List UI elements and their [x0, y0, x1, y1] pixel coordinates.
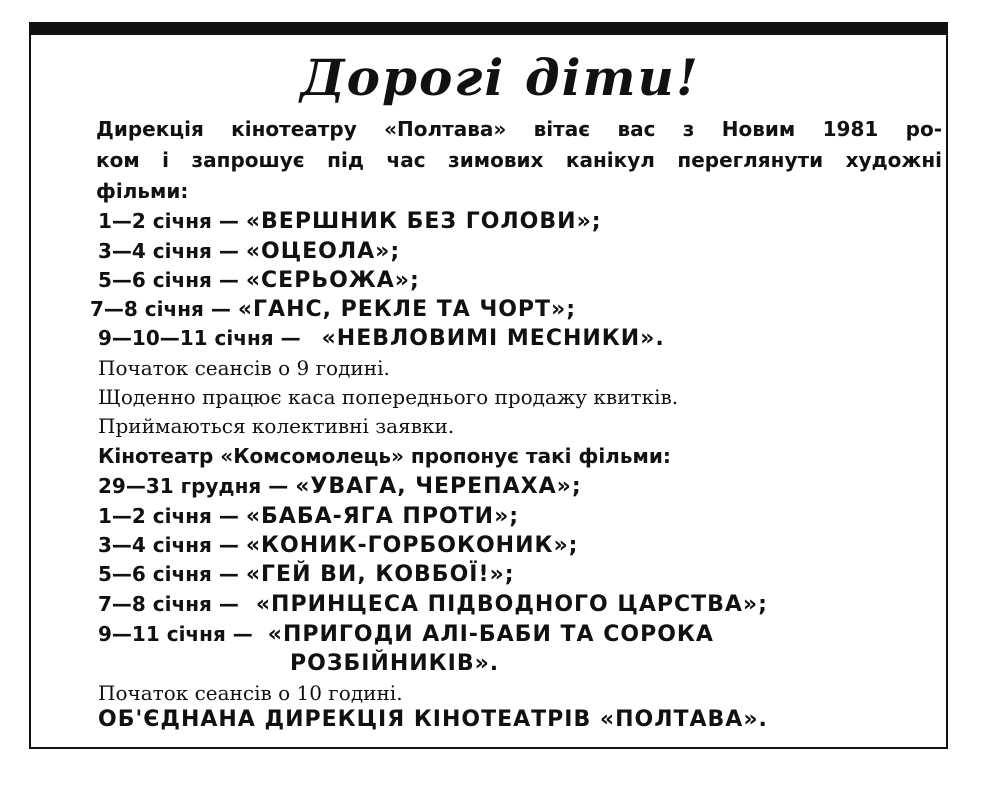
- film-title: РОЗБІЙНИКІВ».: [290, 651, 500, 676]
- schedule-date: 7—8 січня —: [98, 592, 239, 616]
- film-title: «ПРИНЦЕСА ПІДВОДНОГО ЦАРСТВА»;: [255, 592, 768, 617]
- intro-line-2: ком і запрошує під час зимових канікул переглянути художні: [96, 148, 942, 172]
- notice-heading: Дорогі діти!: [300, 48, 700, 107]
- group-orders-note: Приймаються колективні заявки.: [98, 414, 455, 438]
- schedule-date: 1—2 січня —: [98, 209, 239, 233]
- schedule-date: 3—4 січня —: [98, 533, 239, 557]
- film-title: «УВАГА, ЧЕРЕПАХА»;: [295, 474, 582, 499]
- schedule-row: [98, 237, 400, 266]
- box-office-note: Щоденно працює каса попереднього продажу квитків.: [98, 385, 679, 409]
- intro-line-1: Дирекція кінотеатру «Полтава» вітає вас з Новим 1981 ро-: [96, 117, 942, 141]
- schedule-date: 1—2 січня —: [98, 504, 239, 528]
- signature: ОБ'ЄДНАНА ДИРЕКЦІЯ КІНОТЕАТРІВ «ПОЛТАВА».: [98, 707, 768, 732]
- schedule-row-continued: [290, 649, 499, 678]
- schedule-date: 5—6 січня —: [98, 268, 239, 292]
- schedule-date: 29—31 грудня —: [98, 474, 289, 498]
- intro-line-3: фільми:: [96, 179, 189, 203]
- film-title: «НЕВЛОВИМІ МЕСНИКИ».: [321, 326, 665, 351]
- schedule-date: 5—6 січня —: [98, 562, 239, 586]
- film-title: «ВЕРШНИК БЕЗ ГОЛОВИ»;: [245, 209, 602, 234]
- schedule-row: [98, 207, 602, 236]
- komsomolets-start-time: Початок сеансів о 10 годині.: [98, 681, 403, 705]
- schedule-date: 7—8 січня —: [90, 297, 231, 321]
- schedule-row: [98, 502, 519, 531]
- film-title: «ГЕЙ ВИ, КОВБОЇ!»;: [245, 562, 515, 587]
- schedule-row: [98, 472, 582, 501]
- schedule-date: 9—11 січня —: [98, 622, 253, 646]
- schedule-row: [98, 531, 578, 560]
- film-title: «ОЦЕОЛА»;: [245, 239, 401, 264]
- film-title: «СЕРЬОЖА»;: [245, 268, 420, 293]
- komsomolets-intro: Кінотеатр «Комсомолець» пропонує такі фільми:: [98, 444, 671, 468]
- film-title: «ГАНС, РЕКЛЕ ТА ЧОРТ»;: [237, 297, 577, 322]
- film-title: «КОНИК-ГОРБОКОНИК»;: [245, 533, 579, 558]
- schedule-date: 3—4 січня —: [98, 239, 239, 263]
- schedule-date: 9—10—11 січня —: [98, 326, 301, 350]
- schedule-row: [98, 590, 768, 619]
- schedule-row: [98, 560, 515, 589]
- film-title: «БАБА-ЯГА ПРОТИ»;: [245, 504, 520, 529]
- schedule-row: [98, 266, 420, 295]
- film-title: «ПРИГОДИ АЛІ-БАБИ ТА СОРОКА: [267, 622, 714, 647]
- schedule-row: [98, 620, 714, 649]
- poltava-start-time: Початок сеансів о 9 годині.: [98, 356, 390, 380]
- schedule-row: [90, 295, 576, 324]
- schedule-row: [98, 324, 665, 353]
